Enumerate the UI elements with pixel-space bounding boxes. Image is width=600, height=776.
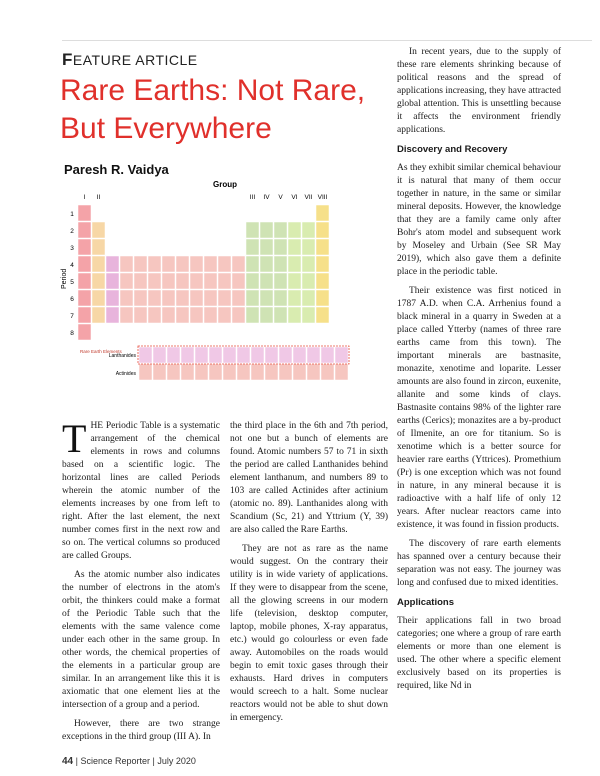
element-cell: [106, 273, 119, 289]
element-cell: [246, 290, 259, 306]
actinide-cell: [307, 364, 320, 380]
element-cell: [302, 273, 315, 289]
element-cell: [134, 273, 147, 289]
element-cell: [316, 205, 329, 221]
element-cell: [288, 290, 301, 306]
element-cell: [92, 239, 105, 255]
lanthanide-cell: [223, 347, 236, 363]
element-cell: [232, 256, 245, 272]
element-cell: [204, 273, 217, 289]
element-cell: [120, 290, 133, 306]
element-cell: [176, 273, 189, 289]
lanthanide-cell: [265, 347, 278, 363]
heading-discovery: Discovery and Recovery: [397, 144, 508, 155]
column-1: [62, 416, 221, 750]
element-cell: [288, 307, 301, 323]
element-cell: [78, 273, 91, 289]
col2-paragraph-2: They are not as rare as the name would suggest. On the contrary their utility is in wide variety of applications. If they were to disappear from the scene, all the glowing screens in our modern life (television, desktop computer, laptop, mobile phones, X-ray apparatus, etc.) would go colourless or even fade away. Automobiles on the roads would begin to emit toxic gases through their exhausts. Hard drives in computers would screech to a halt. Some nuclear reactors would not be able to shut down in emergency.: [230, 544, 388, 723]
element-cell: [78, 239, 91, 255]
period-axis-label: Period: [61, 268, 68, 289]
actinide-cell: [321, 364, 334, 380]
period-number: 7: [70, 313, 74, 320]
element-cell: [190, 273, 203, 289]
lanthanide-cell: [167, 347, 180, 363]
element-cell: [148, 290, 161, 306]
col3-paragraph-2: As they exhibit similar chemical behaviour it is natural that many of them occur together in nature, in the same or similar mineral deposits. However, the knowledge that they are a family came only after Bohr's atom model and subsequent work by Moseley and Urbain (See SR May 2019), which also gave them a definite place in the periodic table.: [397, 163, 561, 277]
period-number: 6: [70, 296, 74, 303]
lanthanide-cell: [237, 347, 250, 363]
column-3: [397, 46, 561, 699]
lanthanide-cell: [321, 347, 334, 363]
element-cell: [302, 290, 315, 306]
element-cell: [78, 205, 91, 221]
issue-date: July 2020: [157, 756, 196, 766]
page-footer: 44 | Science Reporter | July 2020: [62, 756, 196, 767]
element-cell: [190, 256, 203, 272]
element-cell: [92, 222, 105, 238]
element-cell: [106, 290, 119, 306]
actinide-cell: [139, 364, 152, 380]
lanthanide-cell: [307, 347, 320, 363]
element-cell: [218, 290, 231, 306]
element-cell: [260, 222, 273, 238]
lanthanide-cell: [293, 347, 306, 363]
col3-paragraph-1: In recent years, due to the supply of these rare elements shrinking because of political reasons and the spread of applications increasing, they have attracted global attention. This is unsettling because it affects the environment friendly applications.: [397, 47, 561, 135]
element-cell: [274, 307, 287, 323]
element-cell: [288, 273, 301, 289]
group-number: VIII: [317, 194, 328, 201]
element-cell: [232, 273, 245, 289]
actinide-cell: [237, 364, 250, 380]
period-number: 4: [70, 262, 74, 269]
element-cell: [316, 273, 329, 289]
element-cell: [120, 307, 133, 323]
col1-p1-text: Periodic Table is a systematic arrangement of the chemical elements in rows and columns based on a scientific logic. The horizontal lines are called Periods wherein the atomic number of the elements increases by one from left to right. After the last element, the next number comes first in the next row and so on. The vertical columns so produced are called Groups.: [62, 421, 221, 561]
element-cell: [274, 239, 287, 255]
column-2: [230, 420, 388, 731]
lanthanide-cell: [139, 347, 152, 363]
element-cell: [302, 307, 315, 323]
element-cell: [218, 273, 231, 289]
lanthanide-cell: [153, 347, 166, 363]
element-cell: [134, 307, 147, 323]
element-cell: [78, 222, 91, 238]
col1-paragraph-1: [62, 416, 221, 563]
lanthanides-label: Lanthanides: [108, 353, 136, 359]
group-number: V: [278, 194, 283, 201]
group-number: II: [96, 194, 101, 201]
heading-applications: Applications: [397, 597, 455, 608]
element-cell: [78, 324, 91, 340]
periodic-table-figure: [60, 175, 390, 380]
element-cell: [176, 256, 189, 272]
actinide-cell: [209, 364, 222, 380]
actinide-cell: [167, 364, 180, 380]
col1-paragraph-2: As the atomic number also indicates the number of electrons in the atom's orbit, the thinkers could make a format of the Periodic Table such that the elements with the same valence come under each other in the same group. In other words, the chemical properties of the elements in a particular group are similar. In an arrangement like this it is axiomatic that one element lies at the intersection of a group and a period.: [62, 570, 220, 710]
element-cell: [92, 256, 105, 272]
period-number: 8: [70, 330, 74, 337]
lanthanide-cell: [251, 347, 264, 363]
element-cell: [316, 307, 329, 323]
element-cell: [302, 239, 315, 255]
group-number: VI: [291, 194, 298, 201]
kicker-initial: F: [62, 50, 73, 69]
article-title: Rare Earths: Not Rare, But Everywhere: [60, 74, 366, 145]
col3-paragraph-3: Their existence was first noticed in 1787 A.D. when C.A. Arrhenius found a black mineral in a quarry in Sweden at a place called Ytterby (names of three rare earths came from this town). The important minerals are bastnasite, monazite, xenotime and loparite. Lesser amounts are also found in zircon, euxenite, allanite and some kinds of clays. Bastnasite contains 98% of the lighter rare earths (Cerics); monazites are a by-product of Ilmenite, an ore for titanium. So is xenotime which is a better source for heavier rare earths (Yttrices). Promethium (Pr) is one exception which was not found in nature, in any mineral because it is radioactive with a half life of only 12 years. After nuclear reactors came into existence, it was found in fission products.: [397, 286, 561, 530]
element-cell: [148, 273, 161, 289]
element-cell: [106, 256, 119, 272]
page-number: 44: [62, 756, 74, 767]
element-cell: [274, 222, 287, 238]
actinide-cell: [335, 364, 348, 380]
section-kicker: [62, 50, 198, 70]
element-cell: [134, 290, 147, 306]
element-cell: [162, 273, 175, 289]
element-cell: [176, 307, 189, 323]
group-number: I: [83, 194, 86, 201]
drop-cap: T: [62, 416, 87, 461]
element-cell: [260, 256, 273, 272]
period-number: 5: [70, 279, 74, 286]
lanthanide-cell: [279, 347, 292, 363]
element-cell: [218, 307, 231, 323]
element-cell: [232, 290, 245, 306]
lead-in: HE: [90, 421, 104, 431]
col2-paragraph-1: the third place in the 6th and 7th period, not one but a bunch of elements are found. Atomic numbers 57 to 71 in sixth the period are called Lanthanides behind element lanthanum, and numbers 89 to 103 are called Actinides after actinium (atomic no. 89). Lanthanides along with Scandium (Sc, 21) and Yttrium (Y, 39) are also called the Rare Earths.: [230, 421, 388, 535]
element-cell: [78, 290, 91, 306]
element-cell: [78, 307, 91, 323]
element-cell: [120, 256, 133, 272]
element-cell: [78, 256, 91, 272]
element-cell: [204, 290, 217, 306]
element-cell: [288, 239, 301, 255]
element-cell: [162, 307, 175, 323]
actinides-label: Actinides: [115, 371, 136, 377]
element-cell: [190, 290, 203, 306]
actinide-cell: [181, 364, 194, 380]
element-cell: [274, 256, 287, 272]
element-cell: [316, 239, 329, 255]
actinide-cell: [265, 364, 278, 380]
element-cell: [148, 256, 161, 272]
element-cell: [204, 307, 217, 323]
lanthanide-cell: [195, 347, 208, 363]
element-cell: [316, 222, 329, 238]
actinide-cell: [293, 364, 306, 380]
element-cell: [134, 256, 147, 272]
kicker-rest: EATURE ARTICLE: [72, 52, 198, 68]
element-cell: [92, 307, 105, 323]
rare-earth-label: Rare Earth Elements: [80, 349, 122, 354]
lanthanide-cell: [209, 347, 222, 363]
element-cell: [176, 290, 189, 306]
element-cell: [246, 273, 259, 289]
col1-paragraph-3: However, there are two strange exceptions in the third group (III A). In: [62, 719, 220, 742]
col3-paragraph-4: The discovery of rare earth elements has spanned over a century because their separation was not easy. The journey was long and confused due to mixed identities.: [397, 539, 561, 588]
actinide-cell: [195, 364, 208, 380]
element-cell: [120, 273, 133, 289]
element-cell: [316, 290, 329, 306]
element-cell: [274, 290, 287, 306]
element-cell: [260, 307, 273, 323]
magazine-name: Science Reporter: [80, 756, 151, 766]
element-cell: [288, 256, 301, 272]
element-cell: [162, 290, 175, 306]
period-number: 2: [70, 228, 74, 235]
element-cell: [302, 256, 315, 272]
lanthanide-cell: [335, 347, 348, 363]
element-cell: [246, 239, 259, 255]
element-cell: [148, 307, 161, 323]
author-name: Paresh R. Vaidya: [64, 162, 169, 177]
group-axis-label: Group: [213, 180, 237, 189]
element-cell: [260, 290, 273, 306]
element-cell: [246, 307, 259, 323]
period-number: 3: [70, 245, 74, 252]
actinide-cell: [153, 364, 166, 380]
element-cell: [288, 222, 301, 238]
element-cell: [162, 256, 175, 272]
actinide-cell: [279, 364, 292, 380]
element-cell: [260, 273, 273, 289]
element-cell: [260, 239, 273, 255]
actinide-cell: [223, 364, 236, 380]
element-cell: [274, 273, 287, 289]
lanthanide-cell: [181, 347, 194, 363]
element-cell: [92, 273, 105, 289]
group-number: VII: [304, 194, 313, 201]
element-cell: [106, 307, 119, 323]
element-cell: [246, 256, 259, 272]
element-cell: [218, 256, 231, 272]
element-cell: [92, 290, 105, 306]
col3-paragraph-5: Their applications fall in two broad categories; one where a group of rare earth elements or more than one element is used. The other where a specific element exclusively based on its properties is required, like Nd in: [397, 616, 561, 691]
element-cell: [190, 307, 203, 323]
actinide-cell: [251, 364, 264, 380]
top-rule: [62, 40, 592, 41]
period-number: 1: [70, 211, 74, 218]
element-cell: [232, 307, 245, 323]
element-cell: [246, 222, 259, 238]
element-cell: [316, 256, 329, 272]
group-number: IV: [263, 194, 270, 201]
element-cell: [302, 222, 315, 238]
group-number: III: [249, 194, 256, 201]
element-cell: [204, 256, 217, 272]
